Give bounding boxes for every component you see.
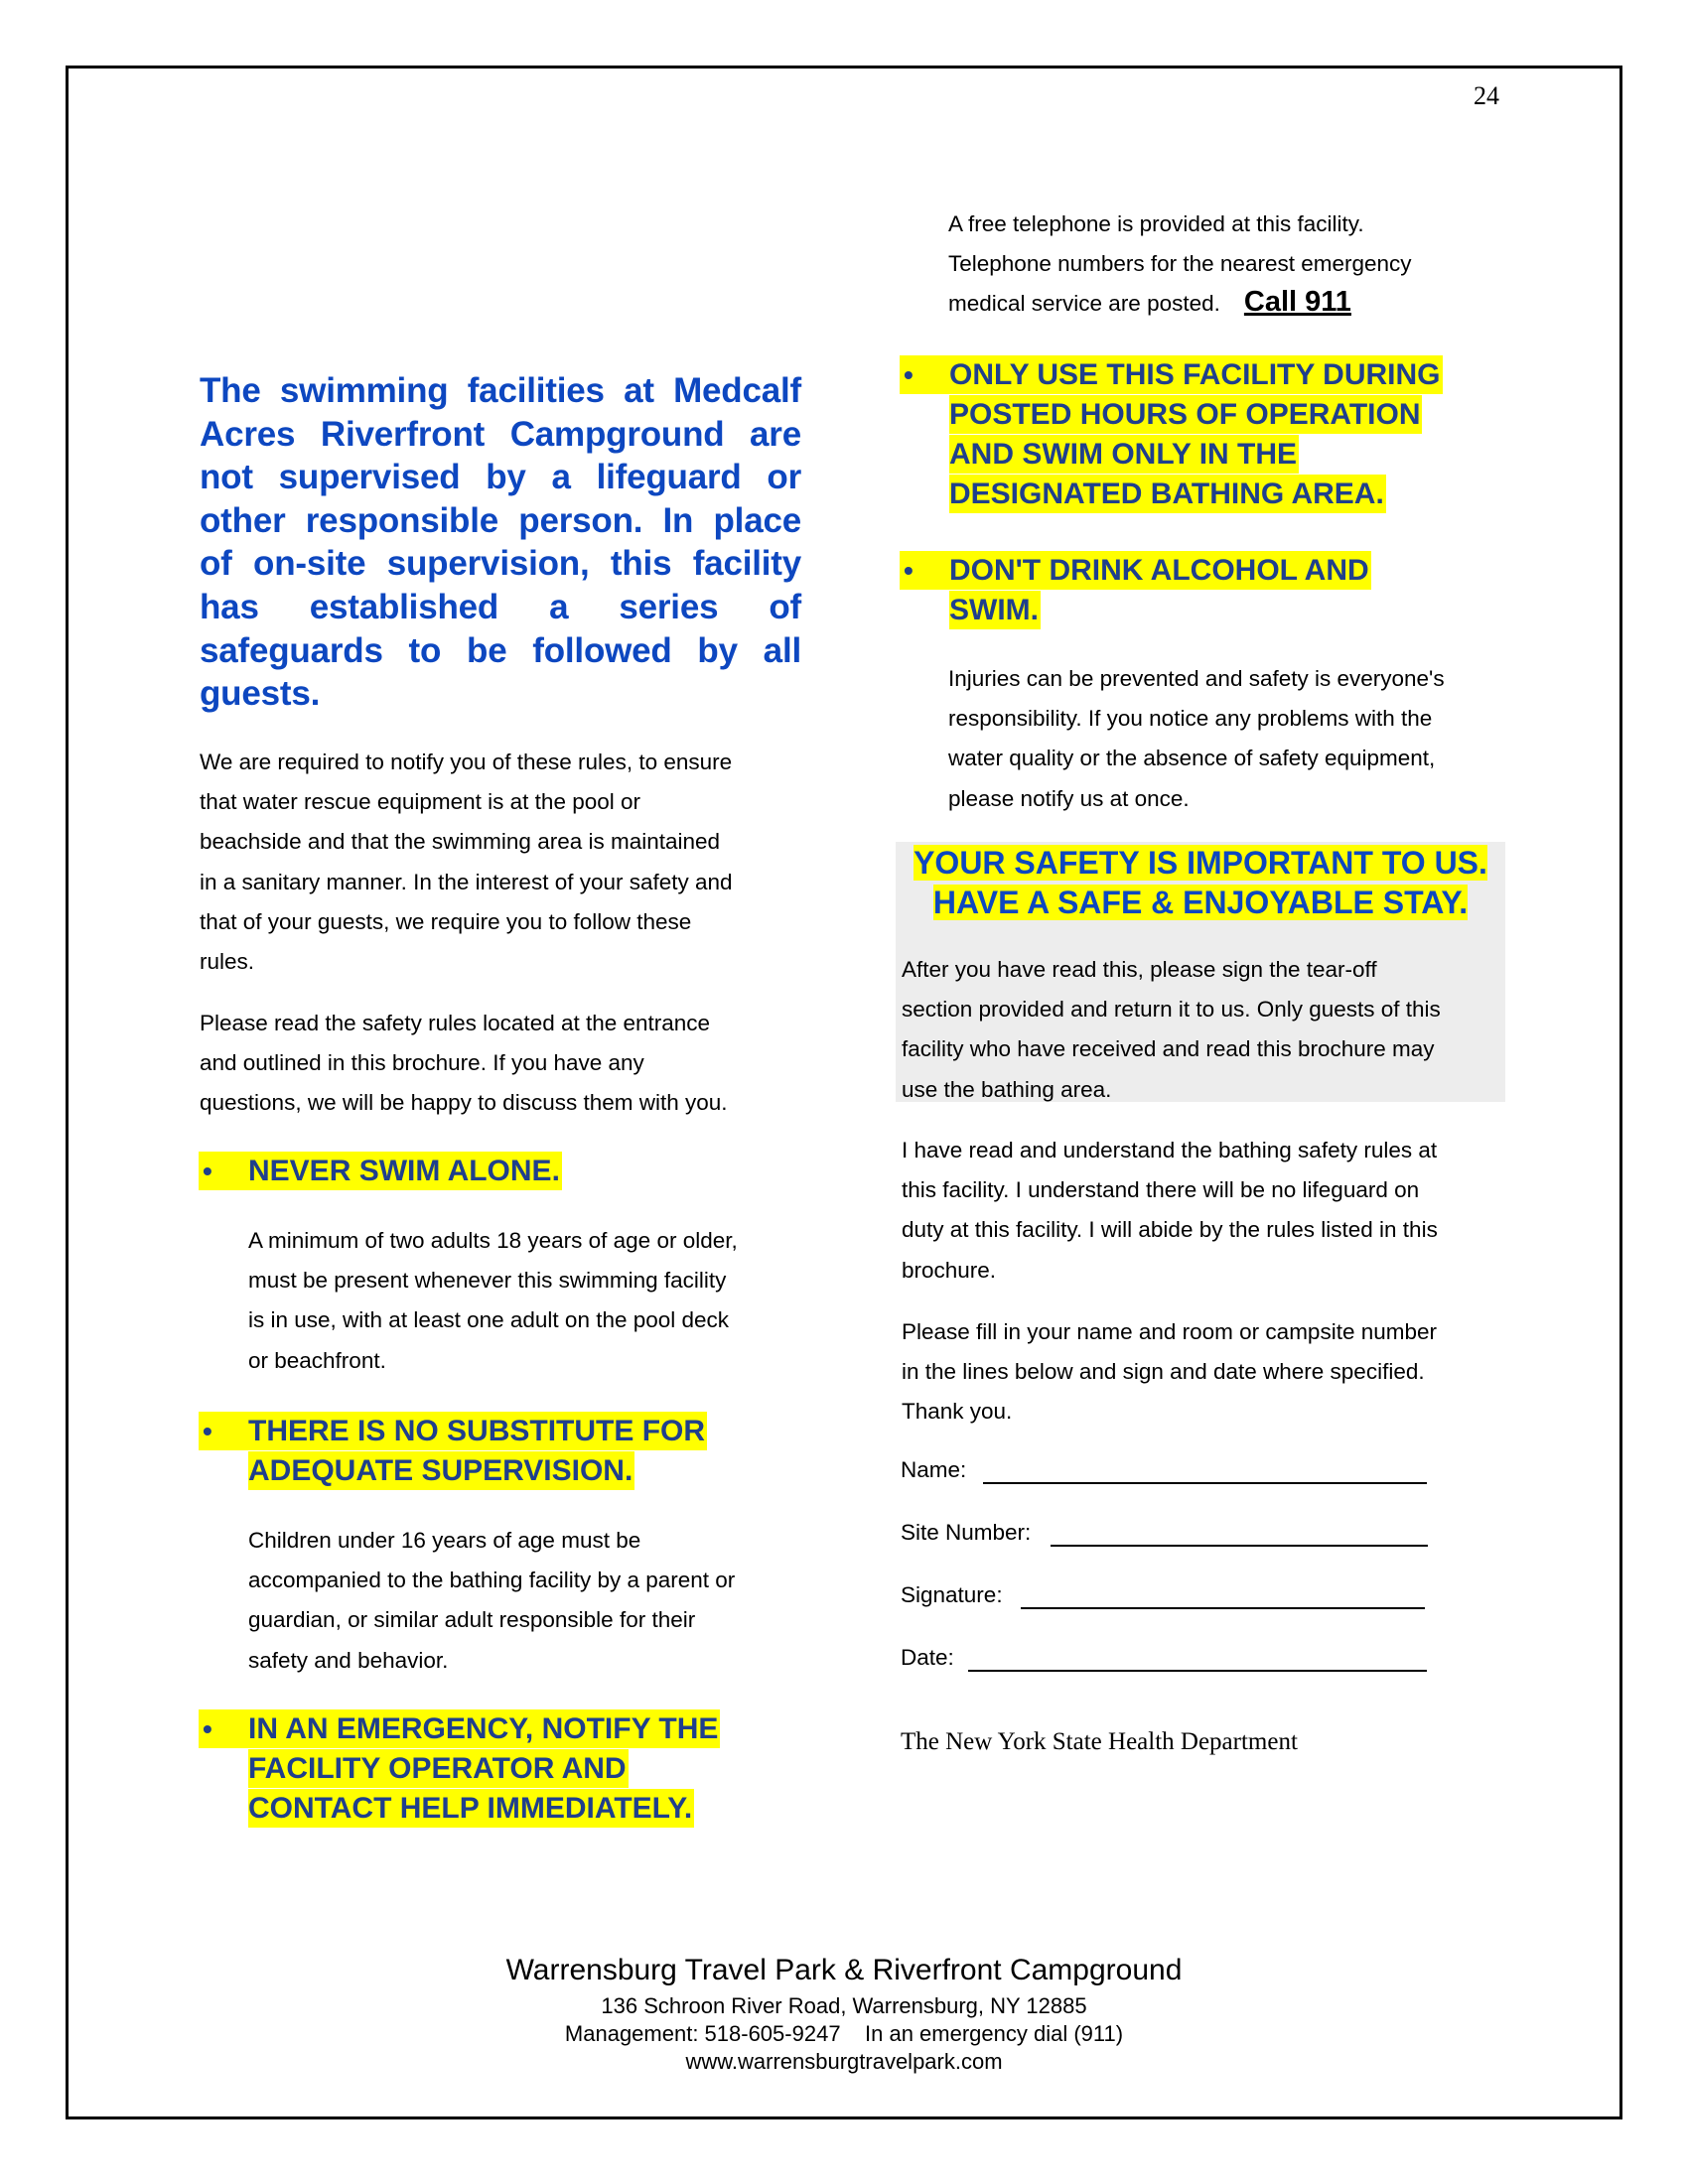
text-line: that of your guests, we require you to follow these — [200, 908, 692, 934]
footer-website: www.warrensburgtravelpark.com — [685, 2049, 1003, 2074]
intro-line: of on-site supervision, this facility — [200, 544, 801, 584]
rule-body — [248, 1521, 735, 1681]
rule-heading-line: CONTACT HELP IMMEDIATELY. — [248, 1789, 694, 1828]
site-number-field-label: Site Number: — [901, 1520, 1032, 1545]
text-line: and outlined in this brochure. If you have any — [200, 1050, 644, 1076]
call-911-label: Call 911 — [1243, 286, 1351, 318]
text-line: A free telephone is provided at this facility. — [948, 211, 1364, 236]
rule-heading-line: POSTED HOURS OF OPERATION — [949, 395, 1422, 434]
acknowledgement-paragraph — [902, 1131, 1438, 1291]
intro-line: has established a series of — [200, 587, 801, 626]
intro-line: safeguards to be followed by all — [200, 630, 801, 670]
name-field[interactable] — [983, 1482, 1427, 1484]
text-line: rules. — [200, 949, 255, 975]
rule-body — [248, 1221, 738, 1381]
page-number: 24 — [1474, 81, 1499, 110]
banner-line: HAVE A SAFE & ENJOYABLE STAY. — [932, 884, 1469, 920]
rule-heading-line: SWIM. — [949, 591, 1041, 629]
banner-line: YOUR SAFETY IS IMPORTANT TO US. — [914, 845, 1487, 881]
rule-heading-line: ADEQUATE SUPERVISION. — [248, 1451, 634, 1490]
text-line: water quality or the absence of safety equipment, — [948, 746, 1436, 771]
text-line: in a sanitary manner. In the interest of your safety and — [200, 869, 733, 894]
text-line: facility who have received and read this brochure may — [902, 1036, 1435, 1062]
text-line: Please fill in your name and room or campsite number — [902, 1319, 1438, 1344]
text-line: We are required to notify you of these rules, to ensure — [200, 750, 733, 774]
notice-paragraph — [200, 743, 805, 982]
intro-line: The swimming facilities at Medcalf — [200, 371, 801, 410]
text-line: Telephone numbers for the nearest emergency — [948, 250, 1412, 276]
intro-line: Acres Riverfront Campground are — [200, 414, 801, 454]
text-line: Children under 16 years of age must be — [248, 1528, 641, 1553]
text-line: Please read the safety rules located at the entrance — [200, 1011, 711, 1035]
text-line: use the bathing area. — [902, 1076, 1112, 1102]
safety-banner — [900, 844, 1501, 922]
footer-business-name: Warrensburg Travel Park & Riverfront Campground — [505, 1954, 1183, 1986]
rule-heading-line: IN AN EMERGENCY, NOTIFY THE — [248, 1709, 720, 1748]
name-field-label: Name: — [901, 1457, 967, 1482]
text-line: beachside and that the swimming area is maintained — [200, 829, 721, 855]
text-fragment: medical service are posted. — [948, 291, 1220, 316]
site-number-field[interactable] — [1051, 1545, 1428, 1547]
telephone-paragraph — [948, 205, 1412, 324]
text-line: this facility. I understand there will be no lifeguard on — [902, 1177, 1420, 1203]
text-line — [948, 283, 1412, 324]
authority-signature: The New York State Health Department — [901, 1728, 1298, 1755]
date-field-label: Date: — [901, 1645, 954, 1670]
text-line: that water rescue equipment is at the pool or — [200, 789, 641, 815]
rule-heading-line: AND SWIM ONLY IN THE — [949, 435, 1299, 474]
rule-heading-line: ONLY USE THIS FACILITY DURING — [949, 355, 1443, 394]
footer-address: 136 Schroon River Road, Warrensburg, NY 12885 — [601, 1993, 1087, 2018]
rule-body — [948, 659, 1445, 819]
bullet-icon: • — [199, 1709, 250, 1748]
bullet-icon: • — [199, 1152, 250, 1190]
text-line: section provided and return it to us. Only guests of this — [902, 997, 1441, 1023]
fill-instructions-paragraph — [902, 1312, 1437, 1433]
text-line: responsibility. If you notice any problems with the — [948, 706, 1433, 732]
read-rules-paragraph — [200, 1004, 805, 1124]
text-line: Injuries can be prevented and safety is everyone's — [948, 666, 1445, 691]
text-line: or beachfront. — [248, 1347, 386, 1373]
rule-heading-line: FACILITY OPERATOR AND — [248, 1749, 629, 1788]
bullet-icon: • — [199, 1412, 250, 1450]
text-line: safety and behavior. — [248, 1647, 449, 1673]
intro-line: not supervised by a lifeguard or — [200, 458, 801, 497]
date-field[interactable] — [968, 1670, 1427, 1672]
rule-heading-line: THERE IS NO SUBSTITUTE FOR — [248, 1412, 707, 1450]
text-line: A minimum of two adults 18 years of age or older, — [248, 1228, 738, 1253]
text-line: After you have read this, please sign the tear-off — [902, 957, 1377, 982]
text-line: questions, we will be happy to discuss them with you. — [200, 1090, 728, 1116]
rule-heading-line: NEVER SWIM ALONE. — [248, 1152, 562, 1190]
intro-line: other responsible person. In place — [200, 500, 801, 540]
text-line: please notify us at once. — [948, 785, 1190, 811]
intro-line: guests. — [200, 674, 321, 714]
rule-heading-line: DON'T DRINK ALCOHOL AND — [949, 551, 1371, 590]
text-line: duty at this facility. I will abide by the rules listed in this — [902, 1217, 1438, 1243]
intro-heading — [200, 369, 801, 716]
text-line: accompanied to the bathing facility by a parent or — [248, 1568, 736, 1593]
text-line: must be present whenever this swimming facility — [248, 1268, 727, 1294]
text-line: I have read and understand the bathing safety rules at — [902, 1138, 1438, 1162]
signature-field-label: Signature: — [901, 1582, 1003, 1607]
text-line: in the lines below and sign and date where specified. — [902, 1359, 1425, 1385]
text-line: is in use, with at least one adult on the pool deck — [248, 1307, 730, 1333]
signature-field[interactable] — [1021, 1607, 1425, 1609]
text-line: guardian, or similar adult responsible for their — [248, 1607, 696, 1633]
bullet-icon: • — [900, 355, 951, 394]
bullet-icon: • — [900, 551, 951, 590]
footer-contact: Management: 518-605-9247 In an emergency dial (911) — [564, 2021, 1124, 2046]
tearoff-paragraph — [902, 950, 1441, 1110]
text-line: Thank you. — [902, 1399, 1013, 1425]
text-line: brochure. — [902, 1257, 997, 1283]
rule-heading-line: DESIGNATED BATHING AREA. — [949, 475, 1386, 513]
